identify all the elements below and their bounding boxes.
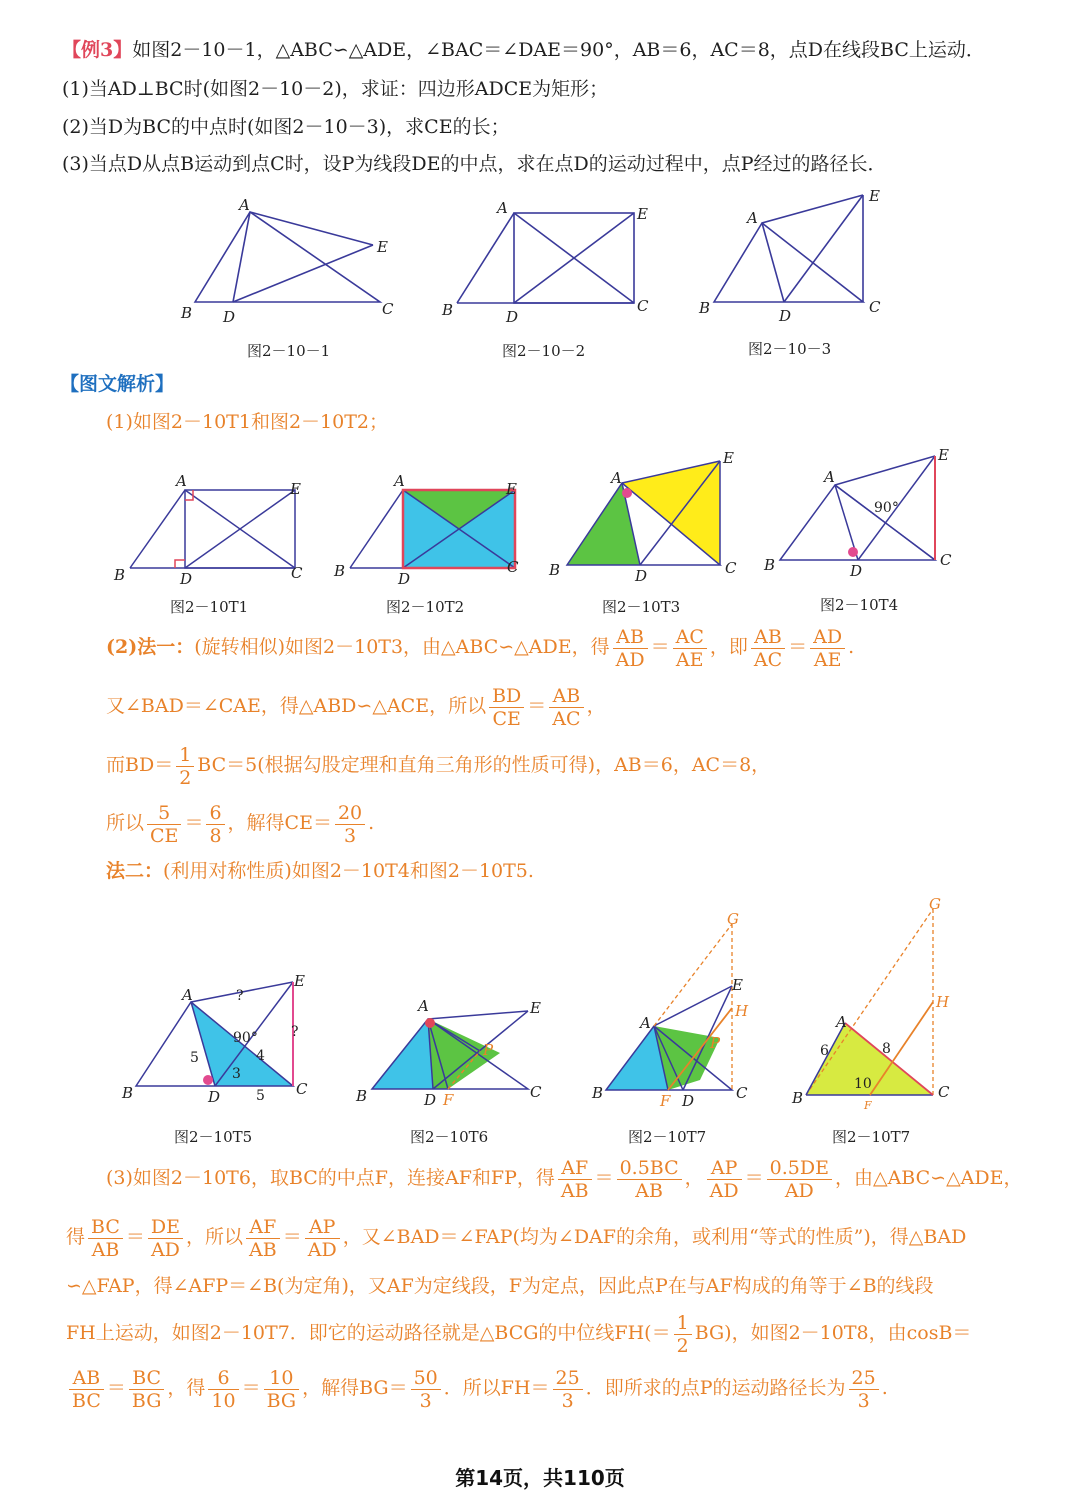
label-d: D (180, 570, 193, 588)
frac-5-ce: $\frac{5}{CE}$ (147, 802, 181, 847)
label-b: B (181, 304, 193, 322)
frac-bd-ce: $\frac{BD}{CE}$ (489, 685, 524, 730)
label-c: C (637, 297, 649, 315)
part-3-line-2: 得 $\frac{BC}{AB}$ ＝ $\frac{DE}{AD}$ ，所以 $\frac{AF}{AB}$ ＝ $\frac{AP}{AD}$ ，又∠BAD＝∠FAP(均为∠DAF的余角，或利用“等式的性质”)，得△BAD (66, 1215, 967, 1261)
label-e: E (530, 999, 541, 1017)
caption-t2: 图2－10T2 (386, 598, 465, 616)
label-a: A (824, 468, 835, 486)
frac-ab-ad: $\frac{AB}{AD}$ (613, 626, 648, 671)
frac-6-8: $\frac{6}{8}$ (206, 802, 224, 847)
caption-2-10-2: 图2－10－2 (502, 342, 586, 360)
label-d: D (779, 307, 792, 325)
frac-bc-bg: $\frac{BC}{BG}$ (129, 1367, 165, 1412)
frac-25-3: $\frac{25}{3}$ (553, 1367, 583, 1412)
label-b: B (549, 561, 561, 579)
length-5b: 5 (256, 1088, 265, 1104)
label-e: E (723, 449, 734, 467)
page-footer: 第14页，共110页 (455, 1466, 625, 1490)
label-c: C (291, 564, 303, 582)
label-a: A (836, 1013, 847, 1031)
label-h: H (735, 1002, 749, 1020)
label-e: E (506, 480, 517, 498)
figure-2-10-2 (440, 195, 670, 335)
label-b: B (792, 1089, 804, 1107)
analysis-part-1: (1)如图2－10T1和图2－10T2； (106, 411, 388, 433)
label-b: B (592, 1084, 604, 1102)
label-a: A (611, 469, 622, 487)
frac-af-ab-2: $\frac{AF}{AB}$ (246, 1216, 280, 1261)
frac-6-10: $\frac{6}{10}$ (208, 1367, 238, 1412)
angle-90: 90° (233, 1030, 258, 1046)
label-d: D (850, 562, 863, 580)
method-1-line-4: 所以 $\frac{5}{CE}$ ＝ $\frac{6}{8}$ ，解得CE＝ $\frac{20}{3}$ . (106, 801, 375, 847)
length-5: 5 (190, 1050, 199, 1066)
length-3: 3 (232, 1066, 241, 1082)
label-b: B (764, 556, 776, 574)
example-tag: 【例3】 (62, 39, 133, 61)
question-1: (1)当AD⊥BC时(如图2－10－2)，求证：四边形ADCE为矩形； (62, 78, 609, 100)
label-e: E (290, 480, 301, 498)
method-1-label: (2)法一： (106, 636, 195, 658)
label-c: C (940, 551, 952, 569)
figure-t5 (118, 970, 328, 1106)
question-3: (3)当点D从点B运动到点C时，设P为线段DE的中点，求在点D的运动过程中，点P经过的路径长． (62, 153, 887, 175)
caption-t4: 图2－10T4 (820, 596, 899, 614)
frac-de-ad: $\frac{DE}{AD}$ (148, 1216, 183, 1261)
figure-t3 (545, 445, 755, 590)
figure-2-10-1 (175, 190, 405, 340)
label-d: D (635, 567, 648, 585)
label-h: H (936, 993, 950, 1011)
method-1-line-2: 又∠BAD＝∠CAE，得△ABD∽△ACE，所以 $\frac{BD}{CE}$ ＝ $\frac{AB}{AC}$ ， (106, 684, 606, 730)
length-4: 4 (256, 1048, 265, 1064)
caption-2-10-1: 图2－10－1 (247, 342, 331, 360)
label-c: C (736, 1084, 748, 1102)
question-mark-2: ? (291, 1024, 299, 1040)
label-p: P (710, 1034, 721, 1052)
part-3-line-4: FH上运动，如图2－10T7．即它的运动路径就是△BCG的中位线FH(＝ $\frac{1}{2}$ BG)，如图2－10T8，由cosB＝ (66, 1311, 972, 1357)
caption-t1: 图2－10T1 (170, 598, 249, 616)
frac-10-bg: $\frac{10}{BG}$ (264, 1367, 300, 1412)
method-1-text: (旋转相似)如图2－10T3，由△ABC∽△ADE，得 (194, 636, 610, 658)
label-d: D (208, 1088, 221, 1106)
frac-af-ab: $\frac{AF}{AB}$ (558, 1157, 592, 1202)
part-3-line-1: (3)如图2－10T6，取BC的中点F，连接AF和FP，得 $\frac{AF}{AB}$ ＝ $\frac{0.5BC}{AB}$ ， $\frac{AP}{AD}$ ＝ $\frac{0.5DE}{AD}$ ，由△ABC∽△ADE， (106, 1156, 1023, 1202)
figure-t8 (790, 895, 970, 1112)
label-b: B (356, 1087, 368, 1105)
frac-ad-ae: $\frac{AD}{AE}$ (810, 626, 845, 671)
label-a: A (418, 997, 429, 1015)
caption-t8: 图2－10T7 (832, 1128, 911, 1146)
method-1-line-1: (2)法一：(旋转相似)如图2－10T3，由△ABC∽△ADE，得 $\frac{AB}{AD}$ ＝ $\frac{AC}{AE}$ ，即 $\frac{AB}{AC}$ ＝ $\frac{AD}{AE}$ . (106, 625, 855, 671)
part-3-line-5: $\frac{AB}{BC}$ ＝ $\frac{BC}{BG}$ ，得 $\frac{6}{10}$ ＝ $\frac{10}{BG}$ ，解得BG＝ $\frac{50}{3}$ ．所以FH＝ $\frac{25}{3}$ ．即所求的点P的运动路径长为 $\frac{25}{3}$ . (66, 1365, 888, 1412)
caption-2-10-3: 图2－10－3 (748, 340, 832, 358)
label-c: C (507, 558, 519, 576)
part-3-line-3: ∽△FAP，得∠AFP＝∠B(为定角)，又AF为定线段，F为定点，因此点P在与AF构成的角等于∠B的线段 (66, 1275, 934, 1297)
label-d: D (682, 1092, 695, 1110)
label-c: C (938, 1083, 950, 1101)
label-d: D (223, 308, 236, 326)
label-c: C (382, 300, 394, 318)
label-p: P (483, 1041, 494, 1059)
label-e: E (869, 187, 880, 205)
label-e: E (294, 972, 305, 990)
analysis-heading: 【图文解析】 (60, 373, 175, 395)
label-a: A (640, 1014, 651, 1032)
frac-bc-ab: $\frac{BC}{AB}$ (88, 1216, 123, 1261)
figure-t6 (350, 995, 560, 1109)
frac-ap-ad: $\frac{AP}{AD}$ (707, 1157, 742, 1202)
problem-stem (62, 36, 985, 64)
frac-20-3: $\frac{20}{3}$ (335, 802, 365, 847)
caption-t7: 图2－10T7 (628, 1128, 707, 1146)
method-1-line-3: 而BD＝ $\frac{1}{2}$ BC＝5(根据勾股定理和直角三角形的性质可得)，AB＝6，AC＝8， (106, 743, 771, 789)
frac-ab-ac-2: $\frac{AB}{AC}$ (549, 685, 583, 730)
caption-t6: 图2－10T6 (410, 1128, 489, 1146)
question-2: (2)当D为BC的中点时(如图2－10－3)，求CE的长； (62, 116, 510, 138)
label-c: C (869, 298, 881, 316)
label-g: G (727, 910, 739, 928)
method-2-label: 法二： (106, 860, 164, 882)
figure-t7 (590, 910, 800, 1110)
label-b: B (334, 562, 346, 580)
label-e: E (377, 238, 388, 256)
length-6: 6 (820, 1043, 829, 1059)
label-f: F (443, 1091, 454, 1109)
frac-ap-ad-2: $\frac{AP}{AD}$ (305, 1216, 340, 1261)
label-f: F (660, 1092, 671, 1110)
label-a: A (239, 196, 250, 214)
label-a: A (747, 209, 758, 227)
label-d: D (506, 308, 519, 326)
label-a: A (394, 472, 405, 490)
label-c: C (296, 1080, 308, 1098)
label-b: B (122, 1084, 134, 1102)
figure-2-10-3 (697, 185, 907, 335)
label-e: E (938, 446, 949, 464)
figure-t2 (330, 470, 540, 590)
frac-25-3-2: $\frac{25}{3}$ (849, 1367, 879, 1412)
label-c: C (725, 559, 737, 577)
stem-text: 如图2－10－1，△ABC∽△ADE，∠BAC＝∠DAE＝90°，AB＝6，AC＝8，点D在线段BC上运动． (132, 39, 985, 61)
frac-half: $\frac{1}{2}$ (176, 744, 194, 789)
angle-90: 90° (874, 500, 899, 516)
figure-t4 (760, 440, 970, 590)
frac-ac-ae: $\frac{AC}{AE}$ (673, 626, 707, 671)
question-mark-1: ? (236, 988, 244, 1004)
label-b: B (699, 299, 711, 317)
label-e: E (732, 976, 743, 994)
label-e: E (637, 205, 648, 223)
label-c: C (530, 1083, 542, 1101)
frac-half-2: $\frac{1}{2}$ (674, 1312, 692, 1357)
label-a: A (182, 986, 193, 1004)
frac-50-3: $\frac{50}{3}$ (411, 1367, 441, 1412)
label-a: A (497, 199, 508, 217)
label-g: G (929, 895, 941, 913)
label-d: D (424, 1091, 437, 1109)
method-2-line: 法二：(利用对称性质)如图2－10T4和图2－10T5. (106, 860, 534, 882)
length-10: 10 (854, 1076, 872, 1092)
caption-t3: 图2－10T3 (602, 598, 681, 616)
figure-t1 (110, 470, 320, 590)
length-8: 8 (882, 1041, 891, 1057)
label-b: B (114, 566, 126, 584)
frac-05de-ad: $\frac{0.5DE}{AD}$ (767, 1157, 832, 1202)
frac-ab-ac: $\frac{AB}{AC}$ (751, 626, 785, 671)
label-a: A (176, 472, 187, 490)
caption-t5: 图2－10T5 (174, 1128, 253, 1146)
label-d: D (398, 570, 411, 588)
frac-05bc-ab: $\frac{0.5BC}{AB}$ (617, 1157, 682, 1202)
label-f: F (864, 1099, 872, 1112)
label-b: B (442, 301, 454, 319)
frac-ab-bc: $\frac{AB}{BC}$ (69, 1367, 104, 1412)
